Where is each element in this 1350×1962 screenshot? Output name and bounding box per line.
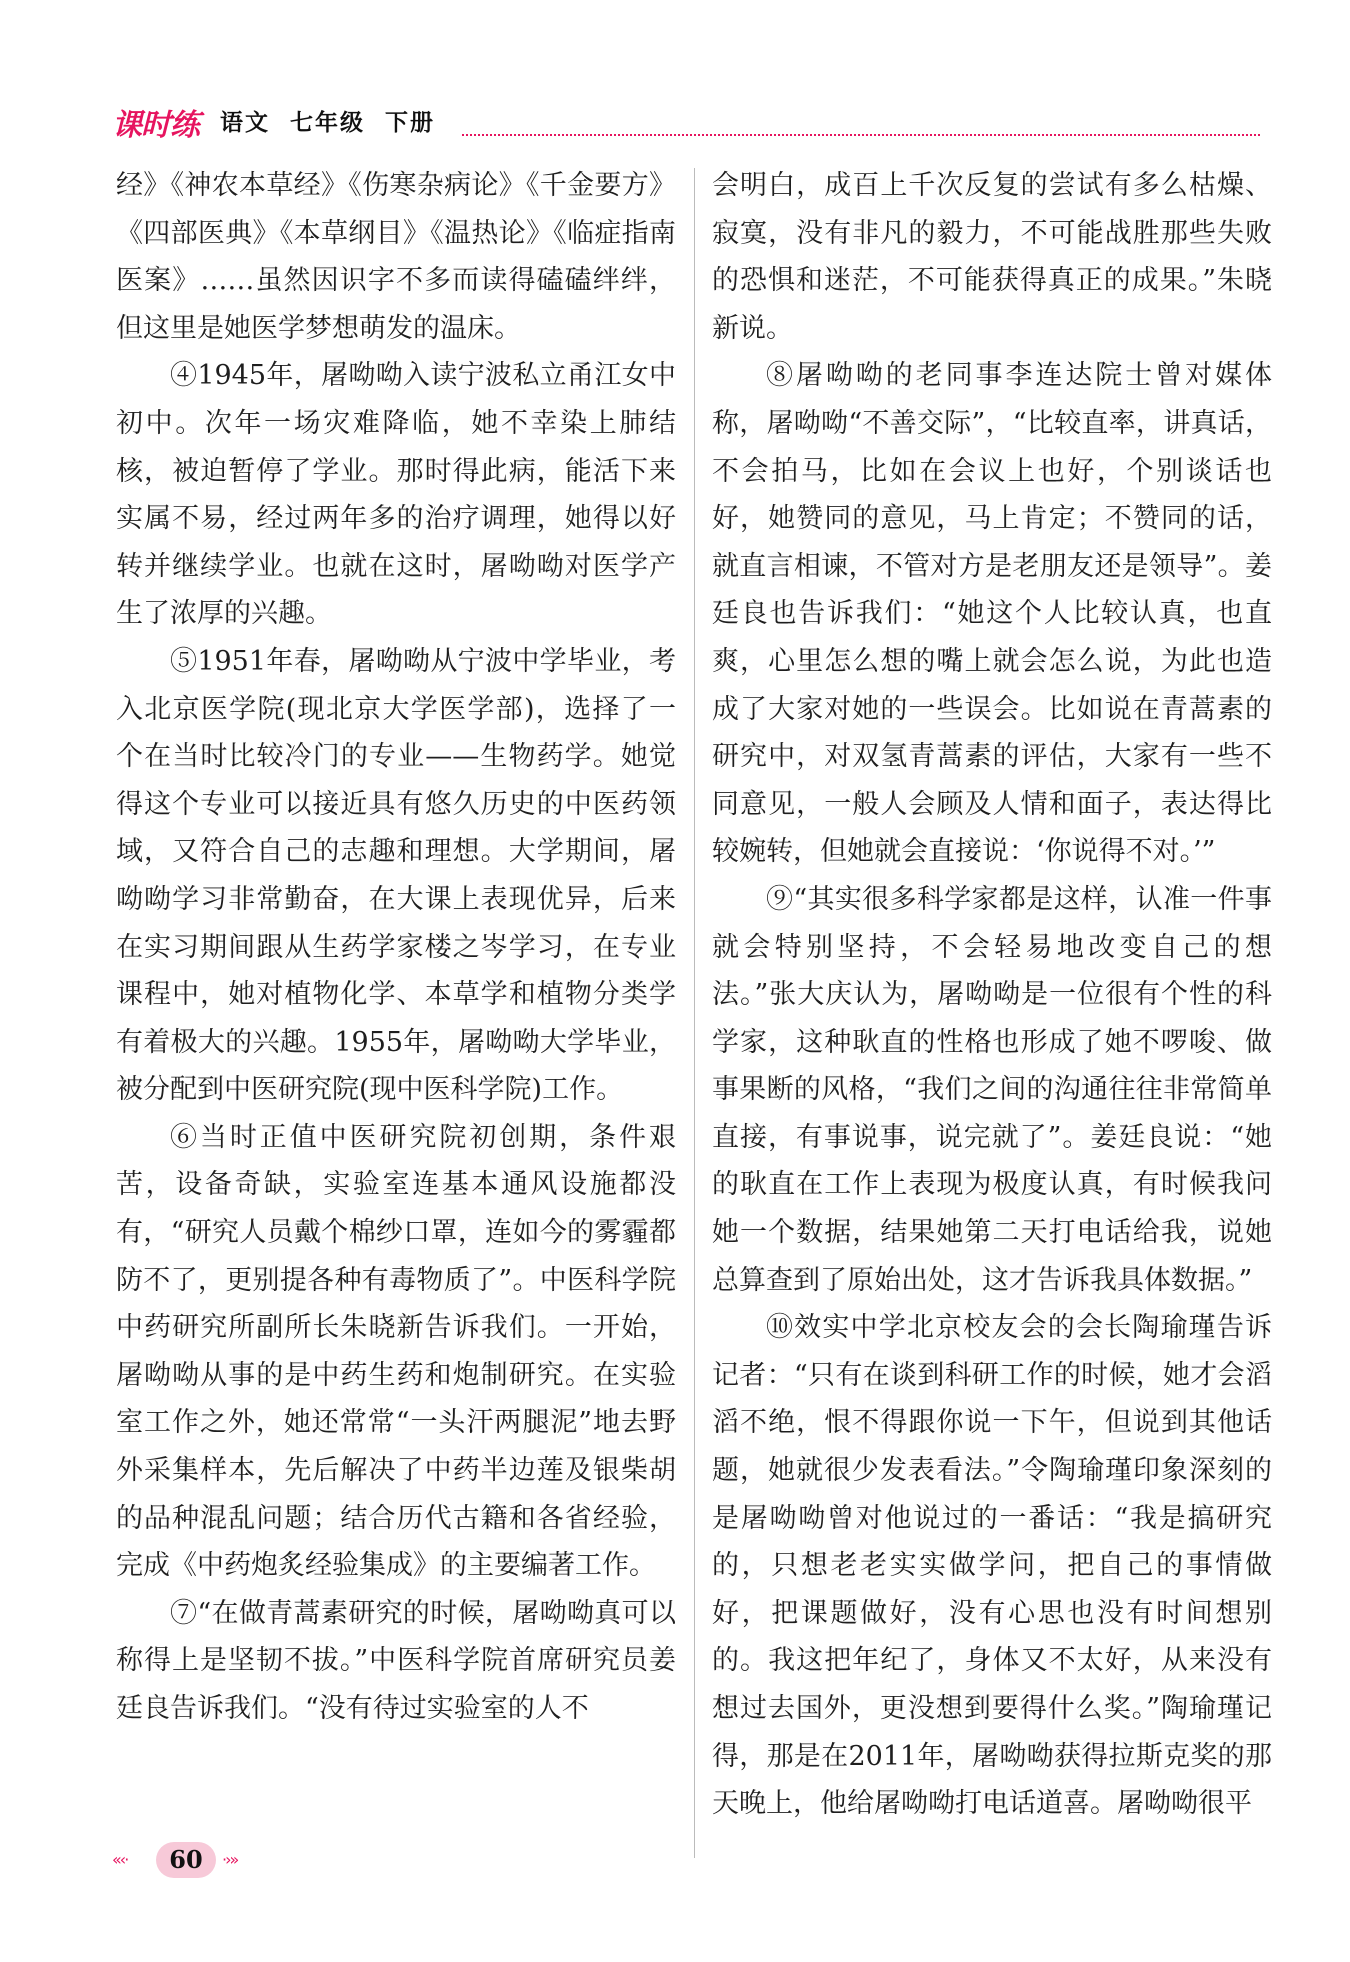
paragraph: ④1945年，屠呦呦入读宁波私立甬江女中初中。次年一场灾难降临，她不幸染上肺结核，被迫暂停了学业。那时得此病，能活下来实属不易，经过两年多的治疗调理，她得以好转并继续学业。也就在这时，屠呦呦对医学产生了浓厚的兴趣。	[116, 360, 676, 630]
paragraph: ⑦“在做青蒿素研究的时候，屠呦呦真可以称得上是坚韧不拔。”中医科学院首席研究员姜廷良告诉我们。“没有待过实验室的人不	[116, 1597, 676, 1724]
header-dotted-rule	[462, 134, 1260, 136]
column-divider	[694, 168, 695, 1858]
paragraph: ⑩效实中学北京校友会的会长陶瑜瑾告诉记者：“只有在谈到科研工作的时候，她才会滔滔不绝，恨不得跟你说一下午，但说到其他话题，她就很少发表看法。”令陶瑜瑾印象深刻的是屠呦呦曾对他说过的一番话：“我是搞研究的，只想老老实实做学问，把自己的事情做好，把课题做好，没有心思也没有时间想别的。我这把年纪了，身体又不太好，从来没有想过去国外，更没想到要得什么奖。”陶瑜瑾记得，那是在2011年，屠呦呦获得拉斯克奖的那天晚上，他给屠呦呦打电话道喜。屠呦呦很平	[712, 1312, 1272, 1820]
paragraph: ⑥当时正值中医研究院初创期，条件艰苦，设备奇缺，实验室连基本通风设施都没有，“研究人员戴个棉纱口罩，连如今的雾霾都防不了，更别提各种有毒物质了”。中医科学院中药研究所副所长朱晓新告诉我们。一开始，屠呦呦从事的是中药生药和炮制研究。在实验室工作之外，她还常常“一头汗两腿泥”地去野外采集样本，先后解决了中药半边莲及银柴胡的品种混乱问题；结合历代古籍和各省经验，完成《中药炮炙经验集成》的主要编著工作。	[116, 1121, 676, 1582]
right-column	[712, 162, 1272, 1828]
book-subject: 语文 七年级 下册	[220, 110, 436, 136]
chevron-left-decoration-icon: «‹·	[112, 1850, 128, 1869]
paragraph: ⑧屠呦呦的老同事李连达院士曾对媒体称，屠呦呦“不善交际”，“比较直率，讲真话，不会拍马，比如在会议上也好，个别谈话也好，她赞同的意见，马上肯定；不赞同的话，就直言相谏，不管对方是老朋友还是领导”。姜廷良也告诉我们：“她这个人比较认真，也直爽，心里怎么想的嘴上就会怎么说，为此也造成了大家对她的一些误会。比如说在青蒿素的研究中，对双氢青蒿素的评估，大家有一些不同意见，一般人会顾及人情和面子，表达得比较婉转，但她就会直接说：‘你说得不对。’”	[712, 360, 1272, 868]
page-number: 60	[156, 1842, 216, 1878]
paragraph: ⑤1951年春，屠呦呦从宁波中学毕业，考入北京医学院(现北京大学医学部)，选择了一个在当时比较冷门的专业——生物药学。她觉得这个专业可以接近具有悠久历史的中医药领域，又符合自己的志趣和理想。大学期间，屠呦呦学习非常勤奋，在大课上表现优异，后来在实习期间跟从生药学家楼之岑学习，在专业课程中，她对植物化学、本草学和植物分类学有着极大的兴趣。1955年，屠呦呦大学毕业，被分配到中医研究院(现中医科学院)工作。	[116, 645, 676, 1106]
left-column	[116, 162, 676, 1733]
page-header	[112, 100, 1260, 146]
page-footer	[112, 1842, 312, 1882]
chevron-right-decoration-icon: ·›»	[222, 1850, 238, 1869]
paragraph: 会明白，成百上千次反复的尝试有多么枯燥、寂寞，没有非凡的毅力，不可能战胜那些失败的恐惧和迷茫，不可能获得真正的成果。”朱晓新说。	[712, 170, 1272, 344]
paragraph: ⑨“其实很多科学家都是这样，认准一件事就会特别坚持，不会轻易地改变自己的想法。”张大庆认为，屠呦呦是一位很有个性的科学家，这种耿直的性格也形成了她不啰唆、做事果断的风格，“我们之间的沟通往往非常简单直接，有事说事，说完就了”。姜廷良说：“她的耿直在工作上表现为极度认真，有时候我问她一个数据，结果她第二天打电话给我，说她总算查到了原始出处，这才告诉我具体数据。”	[712, 883, 1272, 1296]
paragraph: 经》《神农本草经》《伤寒杂病论》《千金要方》《四部医典》《本草纲目》《温热论》《临症指南医案》……虽然因识字不多而读得磕磕绊绊，但这里是她医学梦想萌发的温床。	[116, 170, 676, 344]
brand-logo: 课时练	[112, 108, 199, 143]
